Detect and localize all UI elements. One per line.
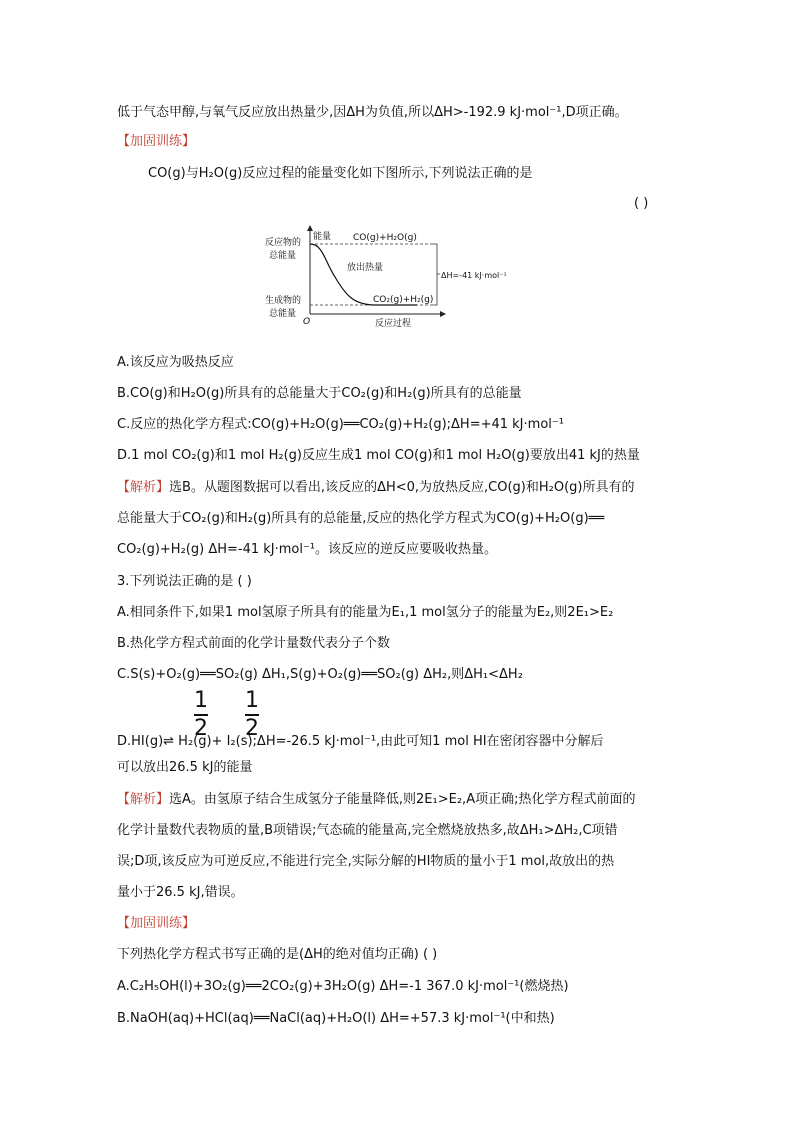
analysis-tag: 【解析】 [117,480,170,495]
option-d-continued: 可以放出26.5 kJ的能量 [117,760,253,775]
analysis-line: 误;D项,该反应为可逆反应,不能进行完全,实际分解的HI物质的量小于1 mol,故放出的热 [117,854,615,869]
origin-label: O [303,317,311,327]
bottom-species-label: CO₂(g)+H₂(g) [373,295,434,305]
option-b: B.NaOH(aq)+HCl(aq)══NaCl(aq)+H₂O(l) ΔH=+57.3 kJ·mol⁻¹(中和热) [117,1011,555,1026]
question-stem: CO(g)与H₂O(g)反应过程的能量变化如下图所示,下列说法正确的是 [148,166,533,181]
option-d: D.HI(g)⇌ H₂(g)+ I₂(s);ΔH=-26.5 kJ·mol⁻¹,由此可知1 mol HI在密闭容器中分解后 [117,734,604,749]
option-c: C.S(s)+O₂(g)══SO₂(g) ΔH₁,S(g)+O₂(g)══SO₂(g) ΔH₂,则ΔH₁<ΔH₂ [117,667,523,682]
section-tag: 【加固训练】 [117,134,196,149]
answer-blank: ( ) [634,196,649,211]
top-species-label: CO(g)+H₂O(g) [353,233,417,243]
analysis-line: 总能量大于CO₂(g)和H₂(g)所具有的总能量,反应的热化学方程式为CO(g)+H₂O(g)══ [117,511,605,526]
option-d: D.1 mol CO₂(g)和1 mol H₂(g)反应生成1 mol CO(g)和1 mol H₂O(g)要放出41 kJ的热量 [117,448,640,463]
option-b: B.CO(g)和H₂O(g)所具有的总能量大于CO₂(g)和H₂(g)所具有的总能量 [117,386,522,401]
text-line: 低于气态甲醇,与氧气反应放出热量少,因ΔH为负值,所以ΔH>-192.9 kJ·mol⁻¹,D项正确。 [117,105,628,120]
analysis-line: 【解析】选B。从题图数据可以看出,该反应的ΔH<0,为放热反应,CO(g)和H₂O(g)所具有的 [117,480,635,495]
product-label: 生成物的 [265,296,302,306]
option-a: A.相同条件下,如果1 mol氢原子所具有的能量为E₁,1 mol氢分子的能量为E₂,则2E₁>E₂ [117,605,614,620]
fraction-half: 1 2 [245,688,259,741]
delta-h-label: ΔH=-41 kJ·mol⁻¹ [441,271,507,280]
product-label: 总能量 [269,309,297,319]
option-c: C.反应的热化学方程式:CO(g)+H₂O(g)══CO₂(g)+H₂(g);ΔH=+41 kJ·mol⁻¹ [117,417,564,432]
energy-diagram [265,222,535,332]
x-axis-label: 反应过程 [375,319,412,329]
section-tag: 【加固训练】 [117,916,196,931]
fraction-half: 1 2 [194,688,208,741]
y-axis-label: 能量 [313,232,332,242]
delta-h-brace [433,244,440,305]
option-b: B.热化学方程式前面的化学计量数代表分子个数 [117,636,391,651]
analysis-line: 量小于26.5 kJ,错误。 [117,885,244,900]
question-stem: 下列热化学方程式书写正确的是(ΔH的绝对值均正确) ( ) [117,947,438,962]
reactant-label: 反应物的 [265,238,302,248]
analysis-line: 化学计量数代表物质的量,B项错误;气态硫的能量高,完全燃烧放热多,故ΔH₁>ΔH₂,C项错 [117,823,618,838]
analysis-line: CO₂(g)+H₂(g) ΔH=-41 kJ·mol⁻¹。该反应的逆反应要吸收热量。 [117,542,498,557]
option-a: A.该反应为吸热反应 [117,355,234,370]
analysis-line: 【解析】选A。由氢原子结合生成氢分子能量降低,则2E₁>E₂,A项正确;热化学方程式前面的 [117,792,636,807]
analysis-tag: 【解析】 [117,792,170,807]
question-stem: 3.下列说法正确的是 ( ) [117,574,252,589]
release-label: 放出热量 [347,263,384,273]
reactant-label: 总能量 [269,251,297,261]
option-a: A.C₂H₅OH(l)+3O₂(g)══2CO₂(g)+3H₂O(g) ΔH=-1 367.0 kJ·mol⁻¹(燃烧热) [117,979,569,994]
